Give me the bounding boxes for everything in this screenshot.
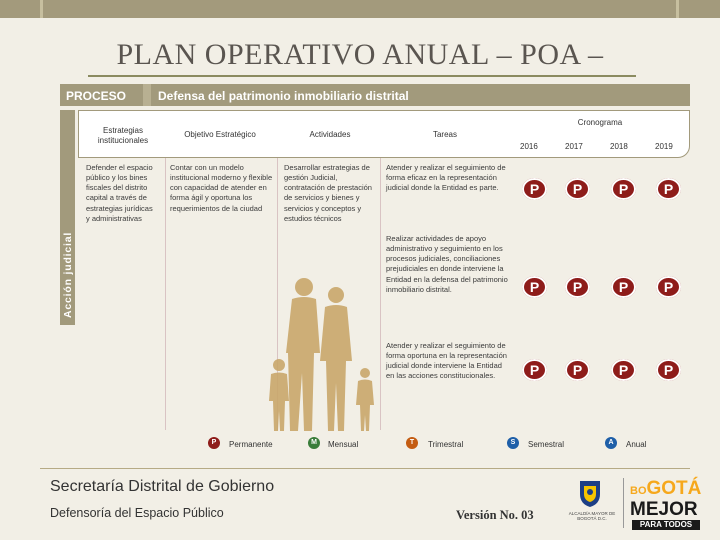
column-divider [165,158,166,430]
task-cell: Atender y realizar el seguimiento de forma oportuna en la representación judicial donde interviene la Entidad en las acciones constitucionales. [386,341,507,381]
process-label: PROCESO [66,89,127,103]
alcaldia-label: ALCALDÍA MAYOR DE BOGOTÁ D.C. [568,511,616,522]
brand-logo-bottom: PARA TODOS [632,520,700,530]
header-tasks: Tareas [432,130,457,139]
legend-monthly-icon: M [308,437,320,449]
objective-cell: Contar con un modelo institucional moderno y flexible con capacidad de atender en forma ágil y oportuna los requerimientos de la ciudad [170,163,273,213]
year-2016: 2016 [520,142,538,151]
legend-semiannual-label: Semestral [528,440,565,449]
family-silhouette-icon [262,273,382,433]
legend-monthly-label: Mensual [328,440,359,449]
brand-logo-word: GOTÁ [646,478,702,499]
schedule-badge: P [611,276,636,298]
top-strip [0,0,720,18]
legend-permanent-label: Permanente [229,440,273,449]
version-label: Versión No. 03 [456,508,534,522]
activity-cell: Desarrollar estrategias de gestión Judicial, contratación de prestación de servicios y bienes y servicios y conceptos y estudios técnicos [284,163,372,223]
frame-left [40,0,43,18]
brand-logo-top [630,478,701,500]
year-2018: 2018 [610,142,628,151]
process-value: Defensa del patrimonio inmobiliario distrital [158,89,409,103]
side-label: Acción judicial [62,231,74,318]
schedule-badge: P [522,359,547,381]
schedule-badge: P [522,178,547,200]
schedule-badge: P [656,359,681,381]
legend-quarterly-icon: T [406,437,418,449]
task-cell: Realizar actividades de apoyo administrativo y seguimiento en los procesos judiciales, conciliaciones prejudiciales en donde interviene la Entidad en la defensa del patrimonio inmobiliario distrital. [386,234,508,294]
page-title: PLAN OPERATIVO ANUAL – POA – [116,38,604,71]
task-cell: Atender y realizar el seguimiento de forma eficaz en la representación judicial donde la Entidad es parte. [386,163,506,193]
legend-annual-icon: A [605,437,617,449]
strategy-cell: Defender el espacio público y los bines fiscales del distrito capital a través de estrategias jurídicas y administrativas [86,163,153,223]
header-schedule: Cronograma [577,118,623,127]
year-2017: 2017 [565,142,583,151]
header-activities: Actividades [309,130,351,139]
header-objective: Objetivo Estratégico [184,130,256,139]
schedule-badge: P [565,359,590,381]
schedule-badge: P [611,178,636,200]
logo-divider [623,478,624,528]
legend-annual-label: Anual [626,440,647,449]
city-crest-icon [575,478,605,508]
title-underline [88,75,636,77]
legend-quarterly-label: Trimestral [428,440,464,449]
legend-semiannual-icon: S [507,437,519,449]
schedule-badge: P [565,276,590,298]
schedule-badge: P [656,276,681,298]
legend-permanent-icon: P [208,437,220,449]
brand-logo-middle: MEJOR [630,499,698,520]
schedule-badge: P [611,359,636,381]
schedule-badge: P [565,178,590,200]
process-divider [143,84,151,106]
footer-divider [40,468,690,469]
schedule-badge: P [522,276,547,298]
year-2019: 2019 [655,142,673,151]
brand-logo-prefix: BO [630,485,647,497]
frame-right [676,0,679,18]
organization-name: Secretaría Distrital de Gobierno [50,478,275,495]
schedule-badge: P [656,178,681,200]
header-strategies: Estrategias institucionales [97,126,149,146]
department-name: Defensoría del Espacio Público [50,506,224,520]
